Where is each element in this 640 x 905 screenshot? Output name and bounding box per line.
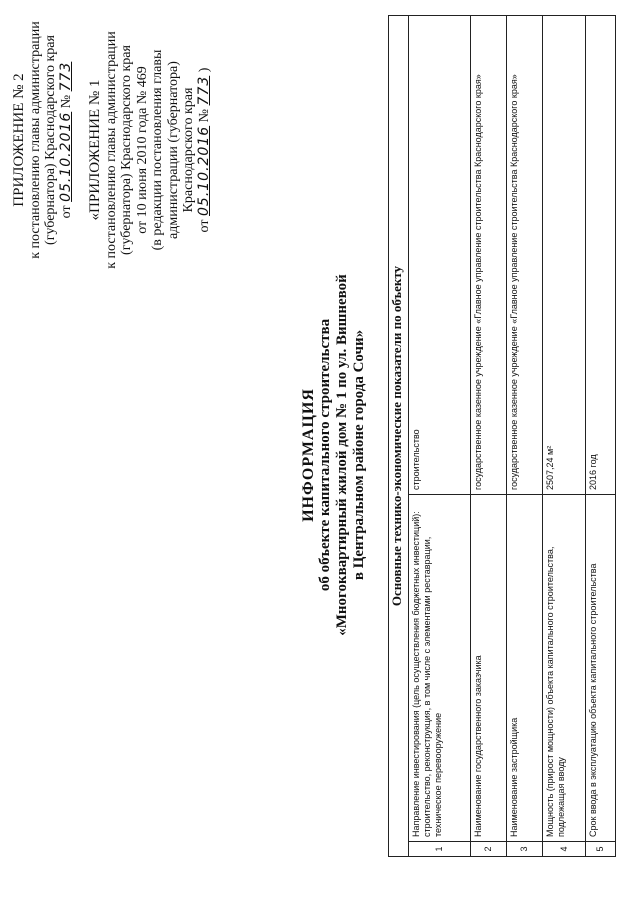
row-number: 4 <box>543 842 586 857</box>
appendix-1-date: 05.10.2016 <box>195 125 212 216</box>
appendix-1-title: «ПРИЛОЖЕНИЕ № 1 <box>87 79 103 221</box>
row-value: государственное казенное учреждение «Главное управление строительства Краснодарского края» <box>471 16 507 495</box>
row-label: Срок ввода в эксплуатацию объекта капитального строительства <box>586 495 616 842</box>
table-row <box>507 16 543 857</box>
appendix-2-number: 773 <box>57 61 74 92</box>
appendix-1-line5: администрации (губернатора) <box>165 61 181 239</box>
title-main: ИНФОРМАЦИЯ <box>300 388 317 522</box>
appendix-1-line3: от 10 июня 2010 года № 469 <box>134 66 150 234</box>
appendix-1-block <box>88 5 212 295</box>
title-line2: «Многоквартирный жилой дом № 1 по ул. Вишневой <box>334 274 350 636</box>
document-title <box>300 235 368 675</box>
appendix-2-line1: к постановлению главы администрации <box>27 21 43 259</box>
row-value: 2507,24 м² <box>543 16 586 495</box>
appendix-1-suffix: ) <box>196 67 212 73</box>
row-value: государственное казенное учреждение «Главное управление строительства Краснодарского края» <box>507 16 543 495</box>
row-value: 2016 год <box>586 16 616 495</box>
table-section-header: Основные технико-экономические показатели по объекту <box>389 16 409 857</box>
row-value: строительство <box>409 16 471 495</box>
appendix-1-line1: к постановлению главы администрации <box>103 31 119 269</box>
appendix-1-line4: (в редакции постановления главы <box>150 49 165 251</box>
appendix-1-date-line <box>197 5 213 295</box>
table-section-row <box>389 16 409 857</box>
title-line3: в Центральном районе города Сочи» <box>351 329 367 581</box>
appendix-2-block <box>12 5 74 275</box>
row-label: Наименование застройщика <box>507 495 543 842</box>
appendix-2-line2: (губернатора) Краснодарского края <box>43 35 58 245</box>
row-number: 3 <box>507 842 543 857</box>
indicators-table <box>388 15 616 857</box>
appendix-1-line2: (губернатора) Краснодарского края <box>119 45 134 255</box>
table-row <box>586 16 616 857</box>
appendix-1-num-prefix: № <box>196 108 212 123</box>
row-label: Наименование государственного заказчика <box>471 495 507 842</box>
appendix-1-date-prefix: от <box>196 219 212 233</box>
row-number: 2 <box>471 842 507 857</box>
appendix-2-date: 05.10.2016 <box>57 111 74 202</box>
row-number: 5 <box>586 842 616 857</box>
appendix-2-num-prefix: № <box>58 94 74 109</box>
row-number: 1 <box>409 842 471 857</box>
table-row <box>543 16 586 857</box>
title-line1: об объекте капитального строительства <box>317 318 333 592</box>
row-label: Мощность (прирост мощности) объекта капитального строительства, подлежащая вводу <box>543 495 586 842</box>
appendix-2-date-prefix: от <box>58 205 74 219</box>
table-row <box>471 16 507 857</box>
appendix-2-date-line <box>59 5 75 275</box>
appendix-1-line6: Краснодарского края <box>181 87 196 213</box>
row-label: Направление инвестирования (цель осуществления бюджетных инвестиций): строительство, реконструкция, в том числе с элементами реставрации, техническое перевооружение <box>409 495 471 842</box>
table-row <box>409 16 471 857</box>
appendix-1-number: 773 <box>195 75 212 106</box>
appendix-2-title: ПРИЛОЖЕНИЕ № 2 <box>11 73 27 207</box>
